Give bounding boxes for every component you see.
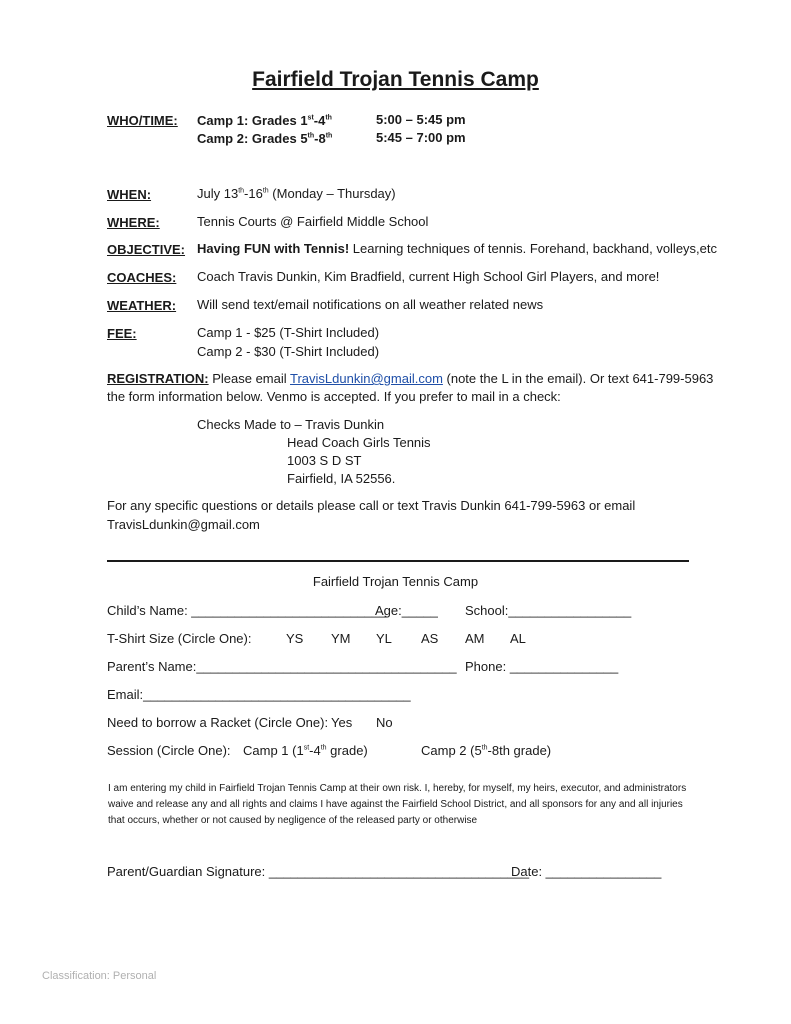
questions-email: TravisLdunkin@gmail.com [107,517,260,532]
coaches-label: COACHES: [107,270,177,285]
camp2-grades: Camp 2: Grades 5th-8th [197,131,333,146]
email-field[interactable]: Email:_____________________________________ [107,687,411,702]
checks-payee: Checks Made to – Travis Dunkin [197,417,385,432]
page-title: Fairfield Trojan Tennis Camp [252,68,539,91]
camp1-grades: Camp 1: Grades 1st-4th [197,113,332,128]
weather-label: WEATHER: [107,298,177,313]
checks-city: Fairfield, IA 52556. [287,471,396,486]
tshirt-option-yl[interactable]: YL [376,631,392,646]
classification-label: Classification: Personal [42,970,157,982]
session-option-camp2[interactable]: Camp 2 (5th-8th grade) [421,743,552,758]
camp1-time: 5:00 – 5:45 pm [376,112,466,127]
form-title: Fairfield Trojan Tennis Camp [312,574,479,589]
tshirt-option-as[interactable]: AS [421,631,439,646]
tshirt-option-al[interactable]: AL [510,631,526,646]
tshirt-option-ys[interactable]: YS [286,631,304,646]
fee-camp2: Camp 2 - $30 (T-Shirt Included) [197,344,380,359]
coaches-value: Coach Travis Dunkin, Kim Bradfield, current High School Girl Players, and more! [197,269,660,284]
when-label: WHEN: [107,187,152,202]
school-field[interactable]: School:_________________ [465,603,632,618]
age-field[interactable]: Age:_____ [375,603,438,618]
who-time-label: WHO/TIME: [107,113,178,128]
parent-name-field[interactable]: Parent’s Name:____________________________________ [107,659,457,674]
phone-field[interactable]: Phone: _______________ [465,659,619,674]
child-name-field[interactable]: Child’s Name: ___________________________ [107,603,387,618]
tshirt-size-label: T-Shirt Size (Circle One): [107,631,252,646]
session-option-camp1[interactable]: Camp 1 (1st-4th grade) [243,743,368,758]
objective-value: Having FUN with Tennis! Learning techniques of tennis. Forehand, backhand, volleys,etc [197,241,718,256]
where-value: Tennis Courts @ Fairfield Middle School [197,214,429,229]
signature-field[interactable]: Parent/Guardian Signature: ____________________________________ [107,864,530,879]
registration-email-link[interactable]: TravisLdunkin@gmail.com [290,371,443,386]
registration-line2: the form information below. Venmo is accepted. If you prefer to mail in a check: [107,389,561,404]
fee-camp1: Camp 1 - $25 (T-Shirt Included) [197,325,380,340]
form-divider [107,560,689,562]
checks-street: 1003 S D ST [287,453,362,468]
camp2-time: 5:45 – 7:00 pm [376,130,466,145]
session-label: Session (Circle One): [107,743,231,758]
checks-title: Head Coach Girls Tennis [287,435,431,450]
registration-label: REGISTRATION: [107,371,209,386]
objective-label: OBJECTIVE: [107,242,186,257]
tshirt-option-ym[interactable]: YM [331,631,351,646]
racket-option-no[interactable]: No [376,715,393,730]
tshirt-option-am[interactable]: AM [465,631,485,646]
questions-line1: For any specific questions or details please call or text Travis Dunkin 641-799-5963 or email [107,498,636,513]
where-label: WHERE: [107,215,160,230]
weather-value: Will send text/email notifications on all weather related news [197,297,544,312]
registration-line1: REGISTRATION: Please email TravisLdunkin@gmail.com (note the L in the email). Or text 641-799-5963 [107,371,714,386]
racket-label: Need to borrow a Racket (Circle One): [107,715,329,730]
date-field[interactable]: Date: ________________ [511,864,662,879]
racket-option-yes[interactable]: Yes [331,715,353,730]
when-value: July 13th-16th (Monday – Thursday) [197,186,396,201]
fee-label: FEE: [107,326,137,341]
waiver-text: I am entering my child in Fairfield Trojan Tennis Camp at their own risk. I, hereby, for myself, my heirs, executor, and administrators waive and release any and all rights and claims I have against the Fairfield School District, and all sponsors for any and all injuries that occurs, whether or not caused by negligence of the released party or otherwise [108,783,687,826]
